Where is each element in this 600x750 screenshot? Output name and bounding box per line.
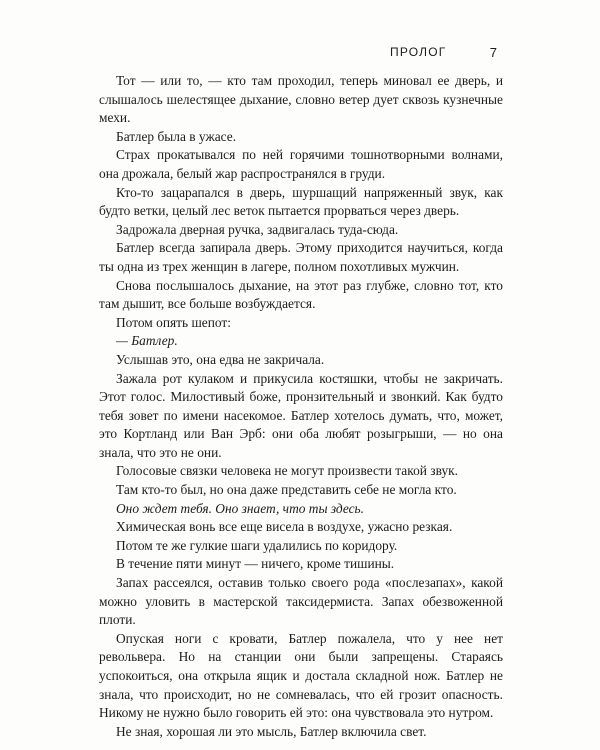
paragraph: В течение пяти минут — ничего, кроме тишины. xyxy=(116,556,395,572)
paragraph: Голосовые связки человека не могут произвести такой звук. xyxy=(116,463,458,479)
paragraph: Батлер всегда запирала дверь. Этому приходится научиться, когда ты одна из трех женщин в лагере, полном похотливых мужчин. xyxy=(99,240,503,274)
paragraph: Кто-то зацарапался в дверь, шуршащий напряженный звук, как будто ветки, целый лес веток пытается прорваться через дверь. xyxy=(99,184,503,219)
paragraph: Батлер была в ужасе. xyxy=(116,128,237,144)
paragraph: Опуская ноги с кровати, Батлер пожалела, что у нее нет револьвера. Но на станции они были запрещены. Стараясь успокоиться, она открыла ящик и достала складной нож. Батлер не знала, что происходит, но не сомневалась, что ей грозит опасность. Никому не нужно было говорить ей это: она чувствовала это нутром. xyxy=(99,630,503,721)
paragraph: Зажала рот кулаком и прикусила костяшки, чтобы не закричать. Этот голос. Милостивый боже, пронзительный и звонкий. Как будто тебя зовет по имени насекомое. Батлер хотелось думать, что, может, это Кортланд или Ван Эрб: они оба любят розыгрыши, — но она знала, что это не они. xyxy=(99,370,503,460)
paragraph-italic: — Батлер. xyxy=(116,333,178,349)
page-number: 7 xyxy=(489,45,497,60)
paragraph: Страх прокатывался по ней горячими тошнотворными волнами, она дрожала, белый жар распространялся в груди. xyxy=(99,147,503,181)
paragraph: Химическая вонь все еще висела в воздухе, ужасно резкая. xyxy=(116,519,453,535)
paragraph-italic: Оно ждет тебя. Оно знает, что ты здесь. xyxy=(116,500,365,516)
paragraph: Потом те же гулкие шаги удалились по коридору. xyxy=(116,537,398,553)
paragraph: Потом опять шепот: xyxy=(116,314,231,330)
paragraph: Задрожала дверная ручка, задвигалась туда-сюда. xyxy=(116,221,399,237)
paragraph: Там кто-то был, но она даже представить себе не могла кто. xyxy=(116,482,457,498)
paragraph: Запах рассеялся, оставив только своего рода «послезапах», какой можно уловить в мастерской таксидермиста. Запах обезвоженной плоти. xyxy=(99,575,503,628)
paragraph: Тот — или то, — кто там проходил, теперь миновал ее дверь, и слышалось шелестящее дыхание, словно ветер дует сквозь кузнечные мехи. xyxy=(99,73,503,126)
running-title: ПРОЛОГ xyxy=(390,45,447,59)
body-text xyxy=(99,72,503,741)
paragraph: Снова послышалось дыхание, на этот раз глубже, словно тот, кто там дышит, все больше возбуждается. xyxy=(99,277,503,312)
paragraph: Услышав это, она едва не закричала. xyxy=(116,351,325,367)
paragraph: Не зная, хорошая ли это мысль, Батлер включила свет. xyxy=(116,723,427,739)
